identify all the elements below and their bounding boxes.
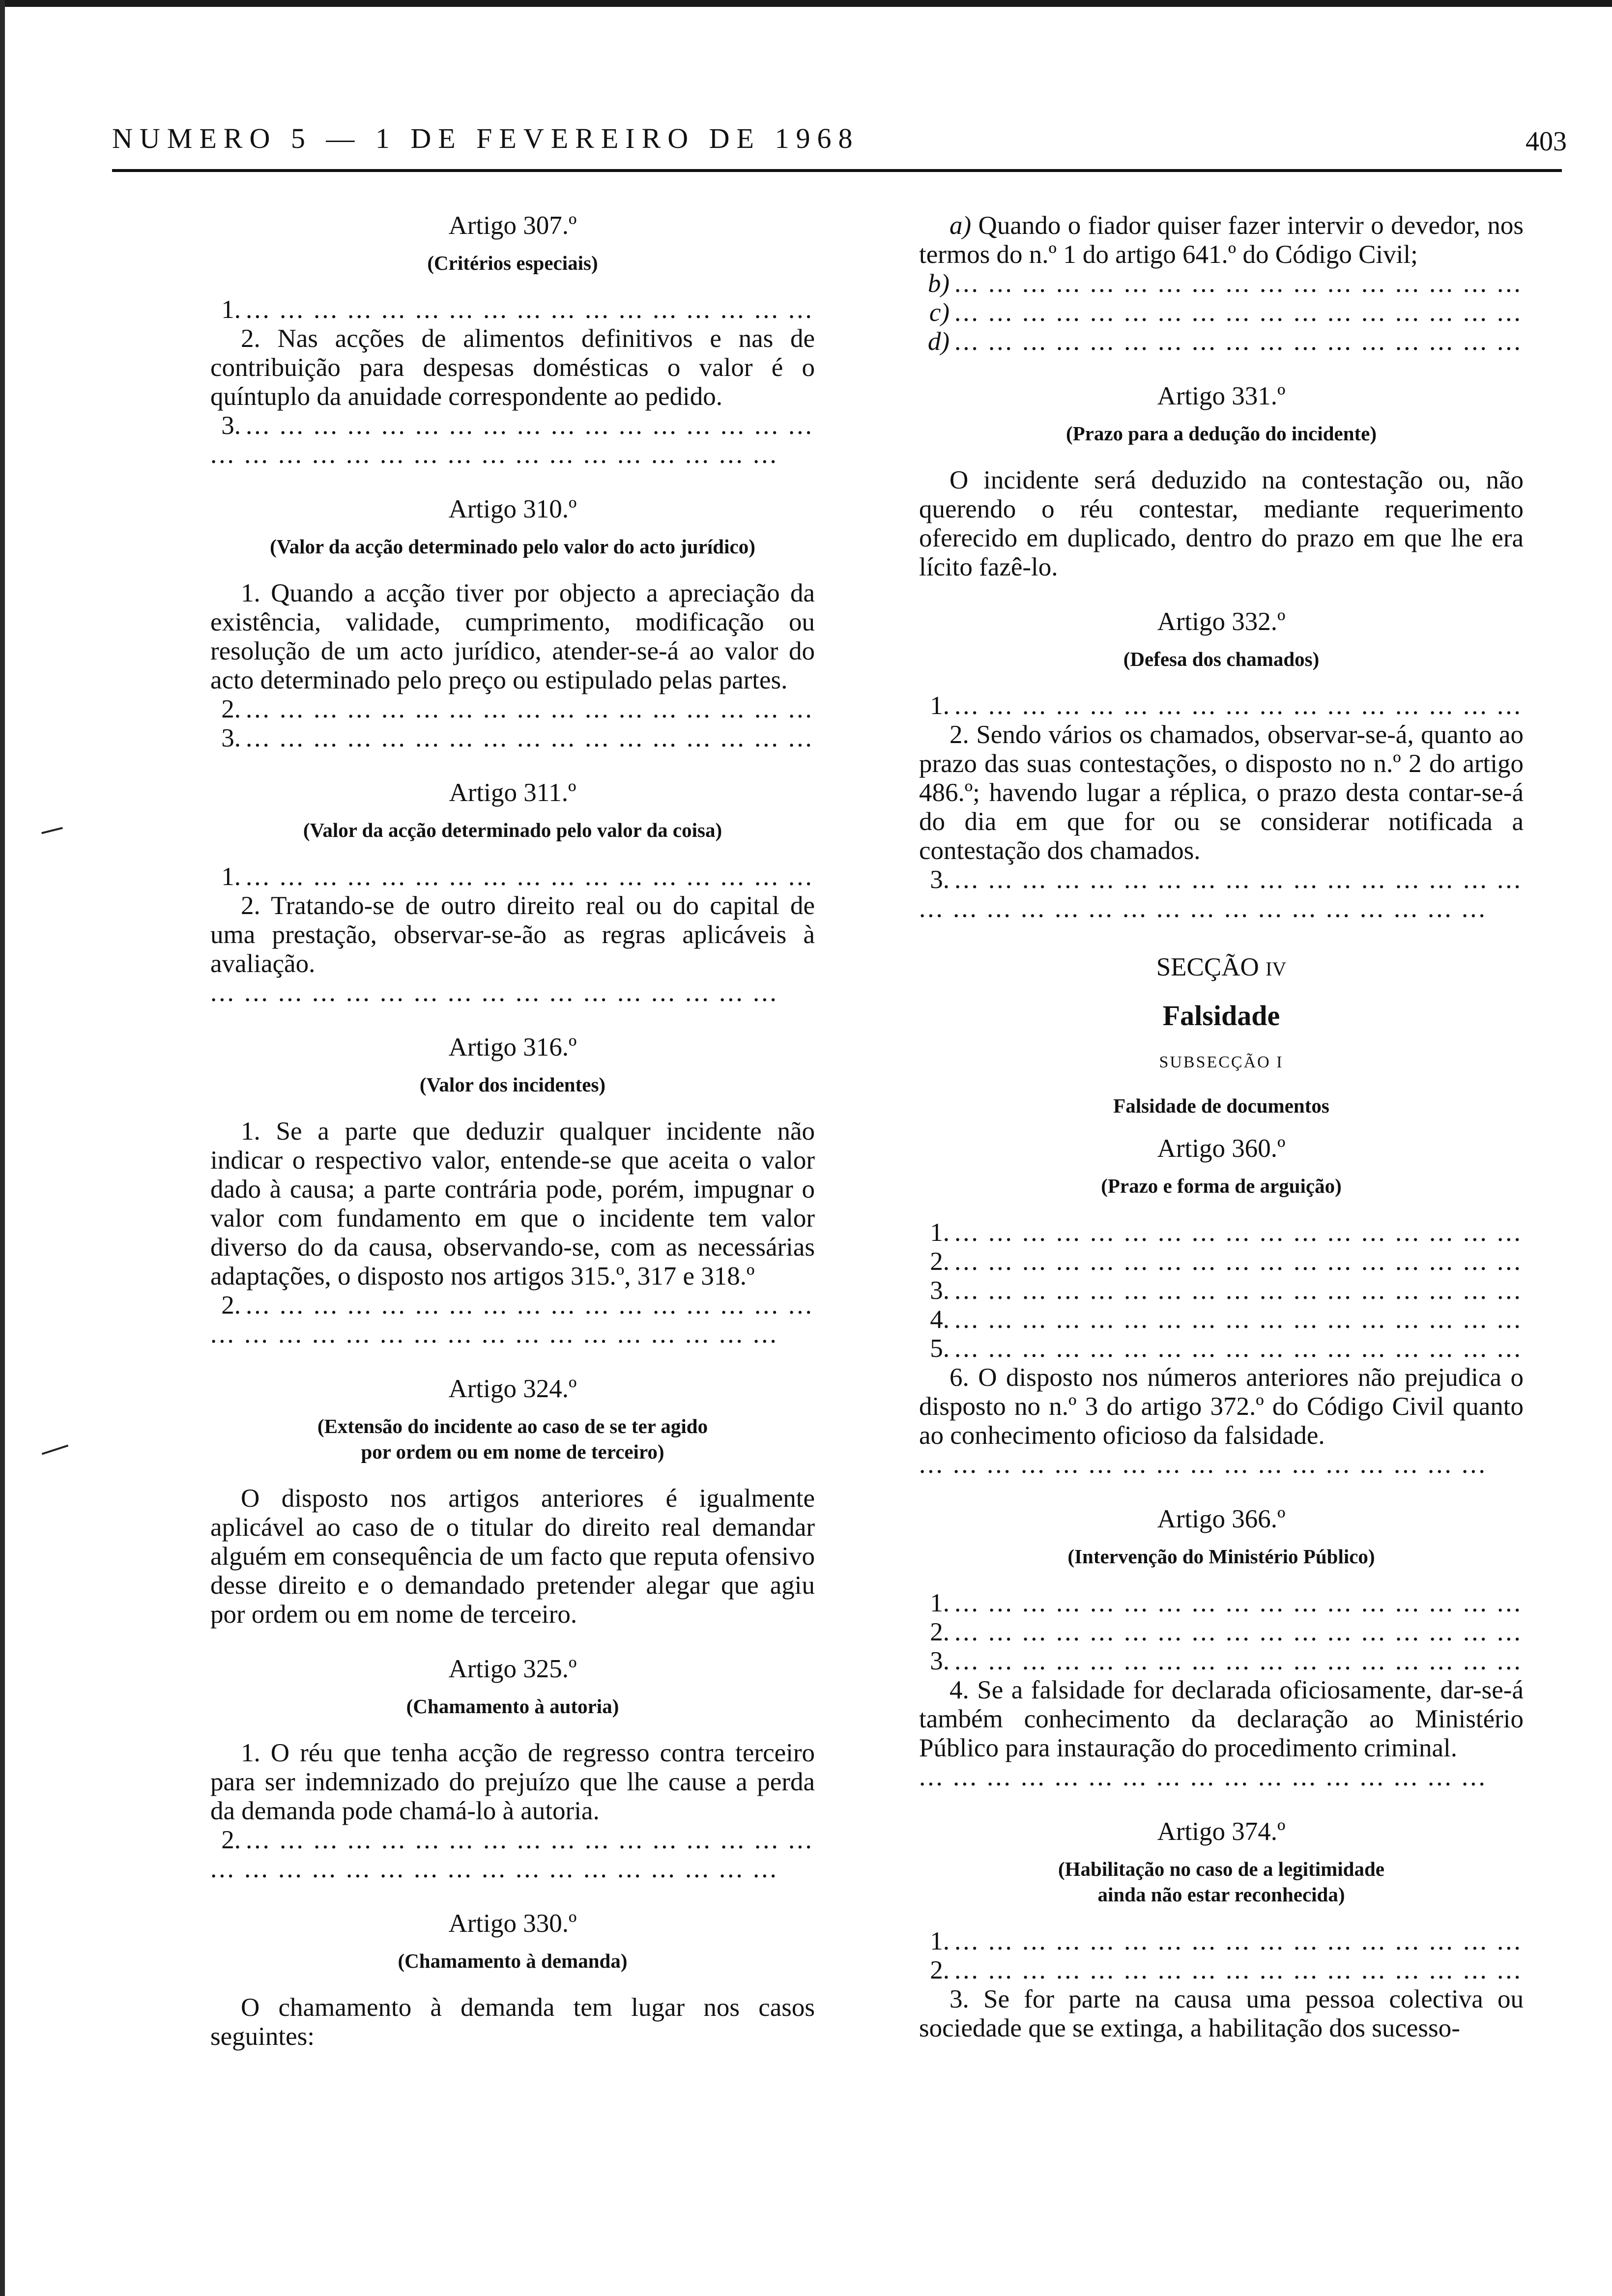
elided-item	[919, 327, 1524, 356]
ellipsis: ... ... ... ... ... ... ... ... ... ... ... ... ... ... ... ... ...	[919, 1763, 1487, 1791]
article-heading: (Critérios especiais)	[427, 252, 598, 274]
elided-line	[210, 1855, 815, 1884]
paragraph: 2. Tratando-se de outro direito real ou do capital de uma prestação, observar-se-ão as regras aplicáveis à avaliação.	[210, 891, 815, 978]
ellipsis: ... ... ... ... ... ... ... ... ... ... ... ... ... ... ... ... ...	[954, 1334, 1523, 1363]
item-number: 4.	[930, 1305, 950, 1334]
elided-item	[210, 411, 815, 440]
ellipsis: ... ... ... ... ... ... ... ... ... ... ... ... ... ... ... ... ...	[954, 1618, 1523, 1646]
section-label: SECÇÃO	[1156, 953, 1259, 981]
page-number: 403	[1526, 126, 1567, 157]
ellipsis: ... ... ... ... ... ... ... ... ... ... ... ... ... ... ... ... ...	[954, 865, 1523, 894]
article-heading: (Valor da acção determinado pelo valor da coisa)	[303, 819, 722, 841]
item-number: 2.	[221, 1291, 241, 1320]
ellipsis: ... ... ... ... ... ... ... ... ... ... ... ... ... ... ... ... ...	[954, 327, 1523, 356]
elided-line	[919, 894, 1524, 923]
paragraph: O chamamento à demanda tem lugar nos casos seguintes:	[210, 1993, 815, 2051]
elided-item	[919, 1647, 1524, 1676]
elided-line	[210, 440, 815, 469]
elided-line	[919, 1450, 1524, 1479]
item-number: 2.	[930, 1956, 950, 1984]
elided-item	[919, 1247, 1524, 1276]
paragraph	[919, 211, 1524, 269]
paragraph: O incidente será deduzido na contestação ou, não querendo o réu contestar, mediante requerimento oferecido em duplicado, dentro do prazo em que lhe era lícito fazê-lo.	[919, 466, 1524, 581]
article-heading: (Intervenção do Ministério Público)	[1067, 1545, 1375, 1568]
article-title: Artigo 332.º	[1157, 607, 1286, 636]
paragraph: 3. Se for parte na causa uma pessoa colectiva ou sociedade que se extinga, a habilitação dos sucesso-	[919, 1985, 1524, 2042]
item-number: 3.	[930, 1276, 950, 1305]
article-title: Artigo 374.º	[1157, 1817, 1286, 1846]
item-letter: c)	[929, 298, 950, 327]
article-title: Artigo 366.º	[1157, 1505, 1286, 1533]
paragraph: O disposto nos artigos anteriores é igualmente aplicável ao caso de o titular do direito real demandar alguém em consequência de um facto que reputa ofensivo desse direito e o demandado pretender alegar que agiu por ordem ou em nome de terceiro.	[210, 1484, 815, 1629]
margin-mark	[41, 827, 63, 834]
article-heading: (Chamamento à demanda)	[398, 1950, 628, 1972]
article-title: Artigo 324.º	[448, 1375, 577, 1403]
item-number: 1.	[930, 1589, 950, 1617]
ellipsis: ... ... ... ... ... ... ... ... ... ... ... ... ... ... ... ... ...	[210, 1320, 778, 1349]
elided-line	[919, 1763, 1524, 1792]
item-number: 1.	[930, 691, 950, 720]
elided-item	[919, 1618, 1524, 1647]
paragraph: 2. Nas acções de alimentos definitivos e nas de contribuição para despesas domésticas o valor é o quíntuplo da anuidade correspondente ao pedido.	[210, 324, 815, 411]
ellipsis: ... ... ... ... ... ... ... ... ... ... ... ... ... ... ... ... ...	[210, 440, 778, 469]
article-title: Artigo 310.º	[448, 495, 577, 523]
article-heading: (Valor da acção determinado pelo valor do acto jurídico)	[270, 535, 755, 558]
elided-item	[919, 865, 1524, 894]
ellipsis: ... ... ... ... ... ... ... ... ... ... ... ... ... ... ... ... ...	[246, 695, 814, 723]
article-heading	[919, 1856, 1524, 1907]
article-heading-line: (Extensão do incidente ao caso de se ter agido	[317, 1415, 708, 1437]
header-title: NUMERO 5 — 1 DE FEVEREIRO DE 1968	[112, 122, 860, 154]
ellipsis: ... ... ... ... ... ... ... ... ... ... ... ... ... ... ... ... ...	[954, 1927, 1523, 1955]
article-heading-line: ainda não estar reconhecida)	[1097, 1883, 1345, 1906]
item-number: 1.	[221, 295, 241, 324]
paragraph: 2. Sendo vários os chamados, observar-se-á, quanto ao prazo das suas contestações, o disposto no n.º 2 do artigo 486.º; havendo lugar a réplica, o prazo desta contar-se-á do dia em que for ou se considerar notificada a contestação dos chamados.	[919, 720, 1524, 865]
article-heading-line: por ordem ou em nome de terceiro)	[361, 1440, 664, 1463]
article-title: Artigo 325.º	[448, 1655, 577, 1683]
ellipsis: ... ... ... ... ... ... ... ... ... ... ... ... ... ... ... ... ...	[954, 691, 1523, 720]
item-number: 3.	[930, 865, 950, 894]
paragraph: 4. Se a falsidade for declarada oficiosamente, dar-se-á também conhecimento da declaração ao Ministério Público para instauração do procedimento criminal.	[919, 1676, 1524, 1762]
elided-item	[919, 1276, 1524, 1305]
item-number: 1.	[930, 1927, 950, 1955]
ellipsis: ... ... ... ... ... ... ... ... ... ... ... ... ... ... ... ... ...	[246, 1291, 814, 1320]
article-heading-line: (Habilitação no caso de a legitimidade	[1058, 1858, 1384, 1880]
item-number: 3.	[221, 411, 241, 440]
elided-item	[210, 295, 815, 324]
paragraph: 6. O disposto nos números anteriores não prejudica o disposto no n.º 3 do artigo 372.º do Código Civil quanto ao conhecimento oficioso da falsidade.	[919, 1363, 1524, 1450]
ellipsis: ... ... ... ... ... ... ... ... ... ... ... ... ... ... ... ... ...	[954, 298, 1523, 327]
elided-line	[210, 1320, 815, 1349]
paragraph: 1. Quando a acção tiver por objecto a apreciação da existência, validade, cumprimento, modificação ou resolução de um acto jurídico, atender-se-á ao valor do acto determinado pelo preço ou estipulado pelas partes.	[210, 579, 815, 694]
ellipsis: ... ... ... ... ... ... ... ... ... ... ... ... ... ... ... ... ...	[954, 1276, 1523, 1305]
elided-item	[210, 1291, 815, 1320]
ellipsis: ... ... ... ... ... ... ... ... ... ... ... ... ... ... ... ... ...	[246, 411, 814, 440]
ellipsis: ... ... ... ... ... ... ... ... ... ... ... ... ... ... ... ... ...	[954, 1589, 1523, 1617]
item-number: 2.	[930, 1618, 950, 1646]
paragraph-text: Quando o fiador quiser fazer intervir o devedor, nos termos do n.º 1 do artigo 641.º do Código Civil;	[919, 211, 1524, 269]
item-number: 5.	[930, 1334, 950, 1363]
ellipsis: ... ... ... ... ... ... ... ... ... ... ... ... ... ... ... ... ...	[954, 1305, 1523, 1334]
ellipsis: ... ... ... ... ... ... ... ... ... ... ... ... ... ... ... ... ...	[246, 724, 814, 752]
elided-item	[919, 1956, 1524, 1985]
item-letter: a)	[950, 211, 972, 240]
article-heading: (Defesa dos chamados)	[1123, 648, 1320, 670]
ellipsis: ... ... ... ... ... ... ... ... ... ... ... ... ... ... ... ... ...	[210, 978, 778, 1007]
ellipsis: ... ... ... ... ... ... ... ... ... ... ... ... ... ... ... ... ...	[954, 1247, 1523, 1276]
article-title: Artigo 330.º	[448, 1909, 577, 1938]
elided-item	[210, 724, 815, 753]
ellipsis: ... ... ... ... ... ... ... ... ... ... ... ... ... ... ... ... ...	[246, 295, 814, 324]
article-title: Artigo 331.º	[1157, 382, 1286, 410]
scan-border-top	[0, 0, 1612, 7]
article-title: Artigo 311.º	[449, 778, 576, 807]
elided-item	[919, 298, 1524, 327]
section-numeral: IV	[1266, 958, 1287, 980]
paragraph: 1. Se a parte que deduzir qualquer incidente não indicar o respectivo valor, entende-se que aceita o valor dado à causa; a parte contrária pode, porém, impugnar o valor com fundamento em que o incidente tem valor diverso do da causa, observando-se, com as necessárias adaptações, o disposto nos artigos 315.º, 317 e 318.º	[210, 1117, 815, 1291]
article-heading: (Prazo para a dedução do incidente)	[1065, 422, 1377, 445]
elided-item	[919, 1218, 1524, 1247]
item-number: 2.	[221, 1826, 241, 1854]
header-rule	[112, 169, 1562, 172]
article-heading	[210, 1413, 815, 1464]
article-title: Artigo 307.º	[448, 211, 577, 240]
page-header	[112, 122, 1567, 161]
left-column	[210, 211, 815, 2051]
item-number: 1.	[221, 862, 241, 891]
elided-item	[919, 691, 1524, 720]
elided-item	[919, 1334, 1524, 1363]
article-heading: (Chamamento à autoria)	[406, 1695, 619, 1718]
ellipsis: ... ... ... ... ... ... ... ... ... ... ... ... ... ... ... ... ...	[919, 894, 1487, 923]
subsection-title: SUBSECÇÃO I	[1159, 1053, 1284, 1071]
item-number: 2.	[930, 1247, 950, 1276]
ellipsis: ... ... ... ... ... ... ... ... ... ... ... ... ... ... ... ... ...	[919, 1450, 1487, 1479]
article-heading: (Prazo e forma de arguição)	[1101, 1175, 1342, 1197]
elided-line	[210, 978, 815, 1007]
margin-mark	[42, 1444, 68, 1455]
subsection-name: Falsidade de documentos	[1113, 1094, 1329, 1117]
elided-item	[210, 1826, 815, 1855]
elided-item	[210, 862, 815, 891]
item-number: 1.	[930, 1218, 950, 1247]
item-letter: d)	[927, 327, 950, 356]
elided-item	[210, 695, 815, 724]
elided-item	[919, 1927, 1524, 1956]
ellipsis: ... ... ... ... ... ... ... ... ... ... ... ... ... ... ... ... ...	[246, 1826, 814, 1854]
ellipsis: ... ... ... ... ... ... ... ... ... ... ... ... ... ... ... ... ...	[954, 1956, 1523, 1984]
ellipsis: ... ... ... ... ... ... ... ... ... ... ... ... ... ... ... ... ...	[954, 1218, 1523, 1247]
item-letter: b)	[927, 269, 950, 298]
article-title: Artigo 316.º	[448, 1033, 577, 1062]
ellipsis: ... ... ... ... ... ... ... ... ... ... ... ... ... ... ... ... ...	[246, 862, 814, 891]
paragraph: 1. O réu que tenha acção de regresso contra terceiro para ser indemnizado do prejuízo que lhe cause a perda da demanda pode chamá-lo à autoria.	[210, 1739, 815, 1825]
ellipsis: ... ... ... ... ... ... ... ... ... ... ... ... ... ... ... ... ...	[210, 1855, 778, 1883]
ellipsis: ... ... ... ... ... ... ... ... ... ... ... ... ... ... ... ... ...	[954, 269, 1523, 298]
item-number: 3.	[221, 724, 241, 752]
section-title	[919, 953, 1524, 983]
scan-border-left	[0, 0, 5, 2296]
elided-item	[919, 1305, 1524, 1334]
elided-item	[919, 269, 1524, 298]
ellipsis: ... ... ... ... ... ... ... ... ... ... ... ... ... ... ... ... ...	[954, 1647, 1523, 1675]
item-number: 3.	[930, 1647, 950, 1675]
elided-item	[919, 1589, 1524, 1618]
section-name: Falsidade	[1162, 1000, 1280, 1032]
right-column	[919, 211, 1524, 2043]
item-number: 2.	[221, 695, 241, 723]
article-title: Artigo 360.º	[1157, 1134, 1286, 1163]
article-heading: (Valor dos incidentes)	[419, 1073, 606, 1096]
